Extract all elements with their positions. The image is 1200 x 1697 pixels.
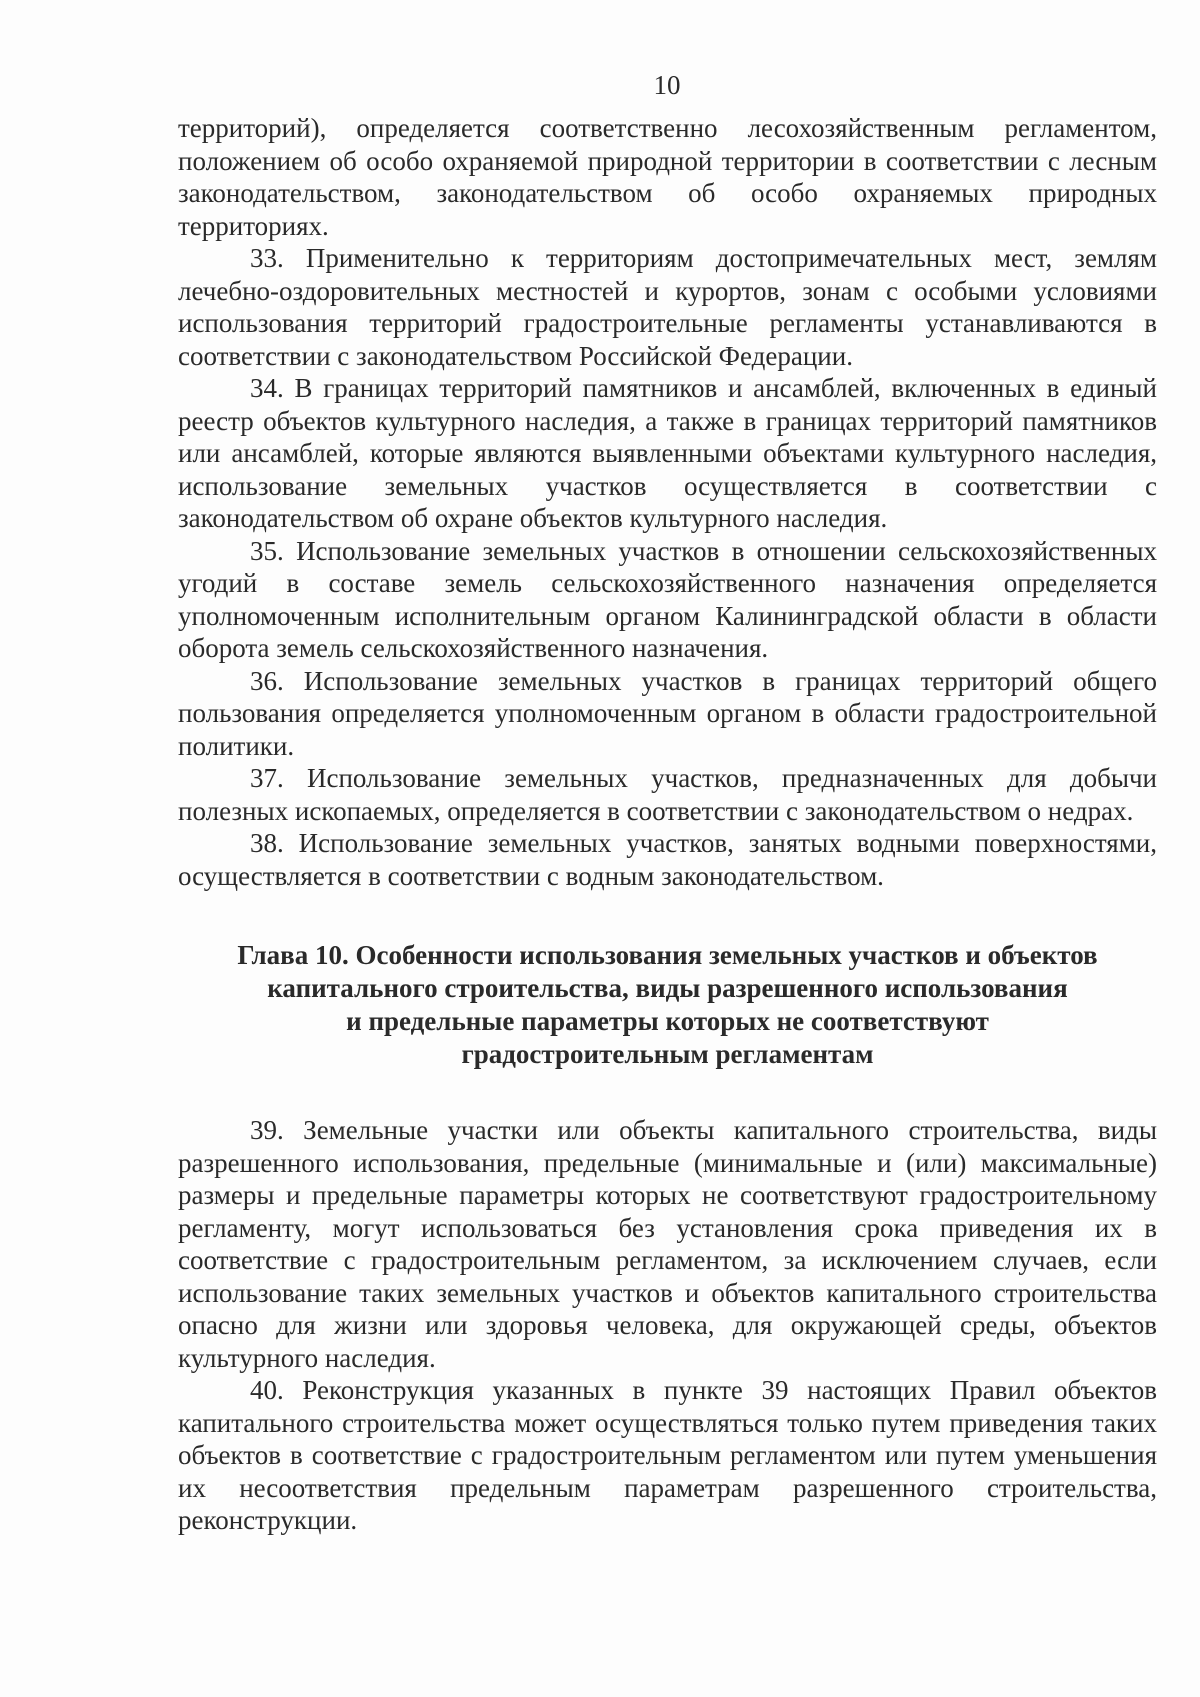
paragraph-38: 38. Использование земельных участков, занятых водными поверхностями, осуществляется в соответствии с водным законодательством. <box>178 828 1157 891</box>
paragraph-37: 37. Использование земельных участков, предназначенных для добычи полезных ископаемых, определяется в соответствии с законодательством о недрах. <box>178 763 1157 826</box>
paragraph-33: 33. Применительно к территориям достопримечательных мест, землям лечебно-оздоровительных местностей и курортов, зонам с особыми условиями использования территорий градостроительные регламенты устанавливаются в соответствии с законодательством Российской Федерации. <box>178 243 1157 371</box>
paragraph-40: 40. Реконструкция указанных в пункте 39 настоящих Правил объектов капитального строительства может осуществляться только путем приведения таких объектов в соответствие с градостроительным регламентом или путем уменьшения их несоответствия предельным параметрам разрешенного строительства, реконструкции. <box>178 1375 1157 1535</box>
paragraph-36: 36. Использование земельных участков в границах территорий общего пользования определяется уполномоченным органом в области градостроительной политики. <box>178 665 1157 761</box>
chapter-heading-line: и предельные параметры которых не соответствуют <box>346 1006 989 1036</box>
paragraph-continuation: территорий), определяется соответственно лесохозяйственным регламентом, положением об особо охраняемой природной территории в соответствии с лесным законодательством, законодательством об особо охраняемых природных территориях. <box>178 113 1157 241</box>
paragraphs-after-heading <box>178 1114 1157 1537</box>
chapter-heading <box>178 939 1157 1071</box>
paragraph-39: 39. Земельные участки или объекты капитального строительства, виды разрешенного использования, предельные (минимальные и (или) максимальные) размеры и предельные параметры которых не соответствуют градостроительному регламенту, могут использоваться без установления срока приведения их в соответствие с градостроительным регламентом, за исключением случаев, если использование таких земельных участков и объектов капитального строительства опасно для жизни или здоровья человека, для окружающей среды, объектов культурного наследия. <box>178 1115 1157 1373</box>
chapter-heading-line: градостроительным регламентам <box>461 1039 874 1069</box>
page-number: 10 <box>653 70 681 100</box>
paragraph-34: 34. В границах территорий памятников и ансамблей, включенных в единый реестр объектов культурного наследия, а также в границах территорий памятников или ансамблей, которые являются выявленными объектами культурного наследия, использование земельных участков осуществляется в соответствии с законодательством об охране объектов культурного наследия. <box>178 373 1157 533</box>
chapter-heading-line: Глава 10. Особенности использования земельных участков и объектов <box>237 940 1098 970</box>
chapter-heading-line: капитального строительства, виды разрешенного использования <box>267 973 1068 1003</box>
paragraphs-before-heading <box>178 112 1157 892</box>
paragraph-35: 35. Использование земельных участков в отношении сельскохозяйственных угодий в составе земель сельскохозяйственного назначения определяется уполномоченным исполнительным органом Калининградской области в области оборота земель сельскохозяйственного назначения. <box>178 535 1157 663</box>
document-body <box>178 112 1157 1537</box>
